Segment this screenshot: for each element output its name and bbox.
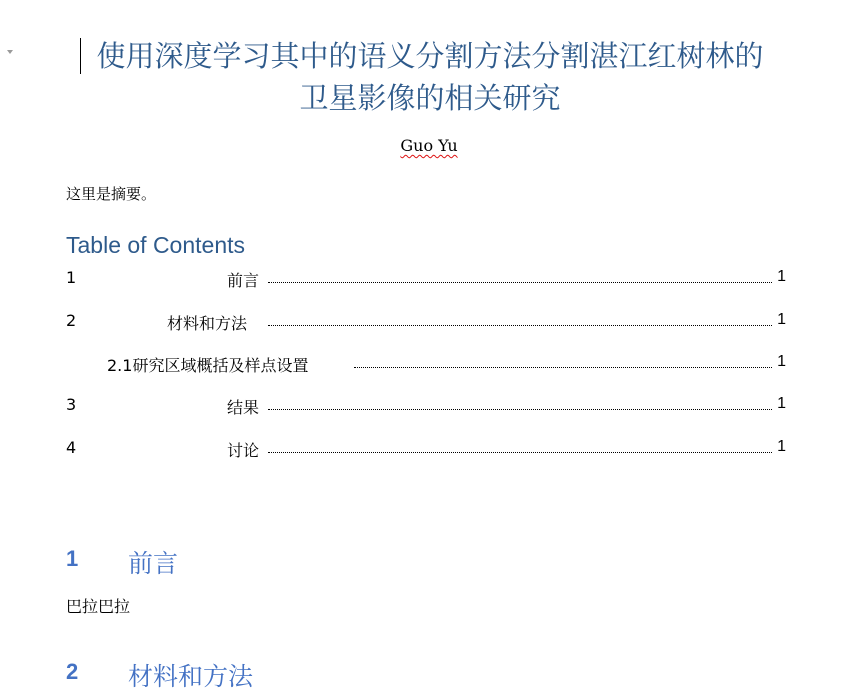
toc-leader <box>354 367 772 368</box>
section-number: 1 <box>66 546 79 571</box>
toc-leader <box>268 325 772 326</box>
toc-entry-page: 1 <box>777 353 786 370</box>
toc-entry-page: 1 <box>777 268 786 285</box>
toc-entry-number: 2 <box>66 311 77 330</box>
toc-entry-label: 结果 <box>227 395 261 418</box>
author-line[interactable] <box>0 136 858 155</box>
toc-entry-number: 1 <box>66 268 77 287</box>
toc-entry-label: 2.1研究区域概括及样点设置 <box>107 353 310 376</box>
section-number: 2 <box>66 659 79 684</box>
toc-leader <box>268 409 772 410</box>
section-body-text[interactable]: 巴拉巴拉 <box>66 597 131 616</box>
toc-entry-label: 材料和方法 <box>167 311 249 334</box>
title-line-1: 使用深度学习其中的语义分割方法分割湛江红树林的 <box>96 39 764 73</box>
toc-entry-page: 1 <box>777 395 786 412</box>
toc-entry-label: 讨论 <box>227 438 261 461</box>
abstract-text[interactable]: 这里是摘要。 <box>66 185 157 203</box>
toc-leader <box>268 452 772 453</box>
section-heading-1[interactable] <box>66 544 466 578</box>
toc-entry-2-1[interactable] <box>66 353 786 375</box>
toc-leader <box>268 282 772 283</box>
toc-entry-number: 4 <box>66 438 77 457</box>
toc-entry-number: 3 <box>66 395 77 414</box>
collapse-arrow-icon[interactable] <box>7 50 13 54</box>
toc-entry-2[interactable] <box>66 311 786 333</box>
author-name: Guo Yu <box>400 136 458 155</box>
toc-entry-1[interactable] <box>66 268 786 290</box>
section-heading-2[interactable] <box>66 657 466 691</box>
document-title[interactable] <box>80 35 780 119</box>
toc-entry-page: 1 <box>777 438 786 455</box>
title-line-2: 卫星影像的相关研究 <box>299 81 561 115</box>
toc-entry-3[interactable] <box>66 395 786 417</box>
section-title: 材料和方法 <box>128 662 254 691</box>
toc-entry-4[interactable] <box>66 438 786 460</box>
toc-entry-label: 前言 <box>227 268 261 291</box>
toc-entry-page: 1 <box>777 311 786 328</box>
section-title: 前言 <box>128 549 179 578</box>
toc-heading[interactable]: Table of Contents <box>66 232 246 258</box>
